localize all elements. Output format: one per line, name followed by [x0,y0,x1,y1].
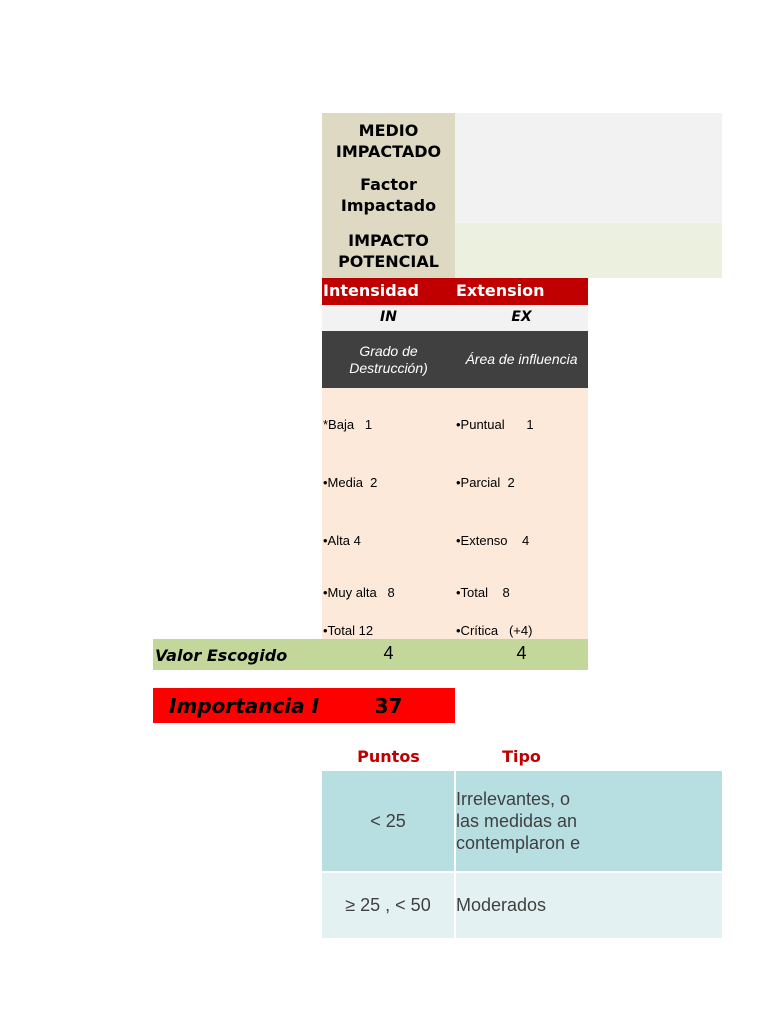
importancia-value: 37 [374,694,403,718]
puntos-header: Puntos [357,747,420,766]
intensidad-option: •Media 2 [323,475,378,490]
intensidad-header: Intensidad [322,278,455,305]
extension-option: •Crítica (+4) [456,623,533,638]
intensidad-option: •Alta 4 [323,533,361,548]
factor-impactado-label: Factor Impactado [340,175,437,215]
valor-escogido-row [153,639,588,670]
legend-row-2-tipo: Moderados [456,873,722,938]
tipo-header: Tipo [502,747,541,766]
intensidad-options [322,388,455,639]
importancia-label: Importancia I [169,694,320,718]
extension-abbr: EX [455,305,588,331]
intensidad-abbr: IN [322,305,455,331]
importancia-bar [153,688,455,723]
extension-options [455,388,588,639]
valor-escogido-label: Valor Escogido [155,646,288,665]
legend-row-2-puntos: ≥ 25 , < 50 [322,873,454,938]
header-labels [322,113,455,223]
extension-description: Área de influencia [455,331,588,388]
intensidad-option: *Baja 1 [323,417,373,432]
legend-row-1-puntos: < 25 [322,771,454,871]
extension-header: Extension [455,278,588,305]
extension-option: •Total 8 [456,585,510,600]
extension-option: •Parcial 2 [456,475,515,490]
extension-chosen-value[interactable]: 4 [516,643,527,663]
impacto-potencial-label: IMPACTO POTENCIAL [322,223,455,278]
intensidad-option: •Muy alta 8 [323,585,395,600]
impacto-potencial-value-cell[interactable] [455,223,722,278]
medio-factor-value-cell[interactable] [455,113,722,223]
intensidad-option: •Total 12 [323,623,374,638]
extension-option: •Puntual 1 [456,417,534,432]
intensidad-description: Grado de Destrucción) [322,331,455,388]
legend-row-1-tipo: Irrelevantes, o las medidas an contemplaron e [456,771,722,871]
medio-impactado-label: MEDIO IMPACTADO [335,121,442,161]
intensidad-chosen-value[interactable]: 4 [383,643,394,663]
extension-option: •Extenso 4 [456,533,530,548]
